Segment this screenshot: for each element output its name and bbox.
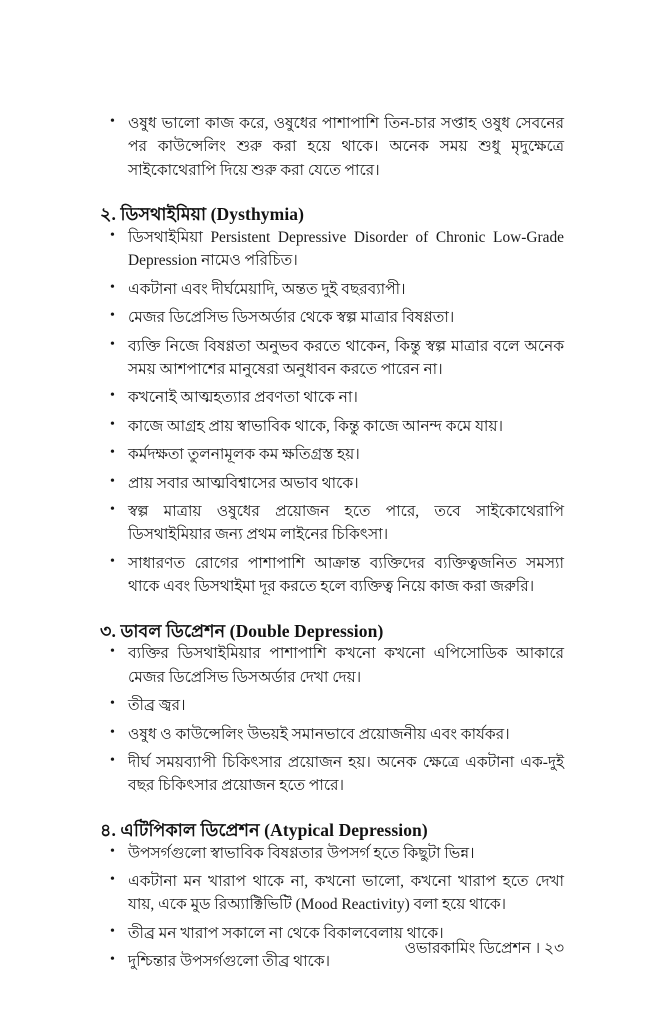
list-item: • তীব্র মন খারাপ সকালে না থেকে বিকালবেলায় থাকে। xyxy=(100,922,564,945)
list-item: • ব্যক্তির ডিসথাইমিয়ার পাশাপাশি কখনো কখনো এপিসোডিক আকারে মেজর ডিপ্রেসিভ ডিসঅর্ডার দেখা দেয়। xyxy=(100,642,564,689)
section-number: ৩. xyxy=(100,620,116,641)
list-item: • মেজর ডিপ্রেসিভ ডিসঅর্ডার থেকে স্বল্প মাত্রার বিষণ্ণতা। xyxy=(100,306,564,329)
list-item: • দীর্ঘ সময়ব্যাপী চিকিৎসার প্রয়োজন হয়। অনেক ক্ষেত্রে একটানা এক-দুই বছর চিকিৎসার প্রয়োজন হতে পারে। xyxy=(100,751,564,798)
list-item: • একটানা মন খারাপ থাকে না, কখনো ভালো, কখনো খারাপ হতে দেখা যায়, একে মুড রিঅ্যাক্টিভিটি (Mood Reactivity) বলা হয়ে থাকে। xyxy=(100,870,564,917)
section-title-english: (Atypical Depression) xyxy=(264,819,428,840)
section-2-bullet-list xyxy=(100,226,564,599)
list-item: • তীব্র জ্বর। xyxy=(100,694,564,717)
section-3-bullet-list xyxy=(100,642,564,797)
list-item: • প্রায় সবার আত্মবিশ্বাসের অভাব থাকে। xyxy=(100,472,564,495)
section-title-bengali: ডাবল ডিপ্রেশন xyxy=(120,620,226,641)
list-item: • দুশ্চিন্তার উপসর্গগুলো তীব্র থাকে। xyxy=(100,950,564,973)
list-item: • ওষুধ ও কাউন্সেলিং উভয়ই সমানভাবে প্রয়োজনীয় এবং কার্যকর। xyxy=(100,723,564,746)
section-title-english: (Dysthymia) xyxy=(210,204,305,225)
list-item: • একটানা এবং দীর্ঘমেয়াদি, অন্তত দুই বছরব্যাপী। xyxy=(100,278,564,301)
page-content xyxy=(100,112,564,974)
list-item: • কর্মদক্ষতা তুলনামূলক কম ক্ষতিগ্রস্ত হয়। xyxy=(100,443,564,466)
section-title-english: (Double Depression) xyxy=(229,620,384,641)
list-item: • ওষুধ ভালো কাজ করে, ওষুধের পাশাপাশি তিন-চার সপ্তাহ ওষুধ সেবনের পর কাউন্সেলিং শুরু করা হয়ে থাকে। অনেক সময় শুধু মৃদুক্ষেত্রে সাইকোথেরাপি দিয়ে শুরু করা যেতে পারে। xyxy=(100,112,564,182)
section-number: ৪. xyxy=(100,819,116,840)
section-heading-3 xyxy=(100,620,564,643)
intro-bullet-list xyxy=(100,112,564,182)
section-title-bengali: ডিসথাইমিয়া xyxy=(120,204,207,225)
list-item: • কাজে আগ্রহ প্রায় স্বাভাবিক থাকে, কিন্তু কাজে আনন্দ কমে যায়। xyxy=(100,415,564,438)
list-item: • স্বল্প মাত্রায় ওষুধের প্রয়োজন হতে পারে, তবে সাইকোথেরাপি ডিসথাইমিয়ার জন্য প্রথম লাইনের চিকিৎসা। xyxy=(100,500,564,547)
list-item: • ডিসথাইমিয়া Persistent Depressive Disorder of Chronic Low-Grade Depression নামেও পরিচিত। xyxy=(100,226,564,273)
list-item: • ব্যক্তি নিজে বিষণ্ণতা অনুভব করতে থাকেন, কিন্তু স্বল্প মাত্রার বলে অনেক সময় আশপাশের মানুষেরা অনুধাবন করতে পারেন না। xyxy=(100,335,564,382)
section-number: ২. xyxy=(100,204,116,225)
list-item: • উপসর্গগুলো স্বাভাবিক বিষণ্ণতার উপসর্গ হতে কিছুটা ভিন্ন। xyxy=(100,842,564,865)
list-item: • কখনোই আত্মহত্যার প্রবণতা থাকে না। xyxy=(100,386,564,409)
section-heading-2 xyxy=(100,203,564,226)
list-item: • সাধারণত রোগের পাশাপাশি আক্রান্ত ব্যক্তিদের ব্যক্তিত্বজনিত সমস্যা থাকে এবং ডিসথাইমা দূর করতে হলে ব্যক্তিত্ব নিয়ে কাজ করা জরুরি। xyxy=(100,552,564,599)
section-title-bengali: এটিপিকাল ডিপ্রেশন xyxy=(120,819,260,840)
section-heading-4 xyxy=(100,819,564,842)
page-footer: ওভারকামিং ডিপ্রেশন । ২৩ xyxy=(404,940,564,957)
